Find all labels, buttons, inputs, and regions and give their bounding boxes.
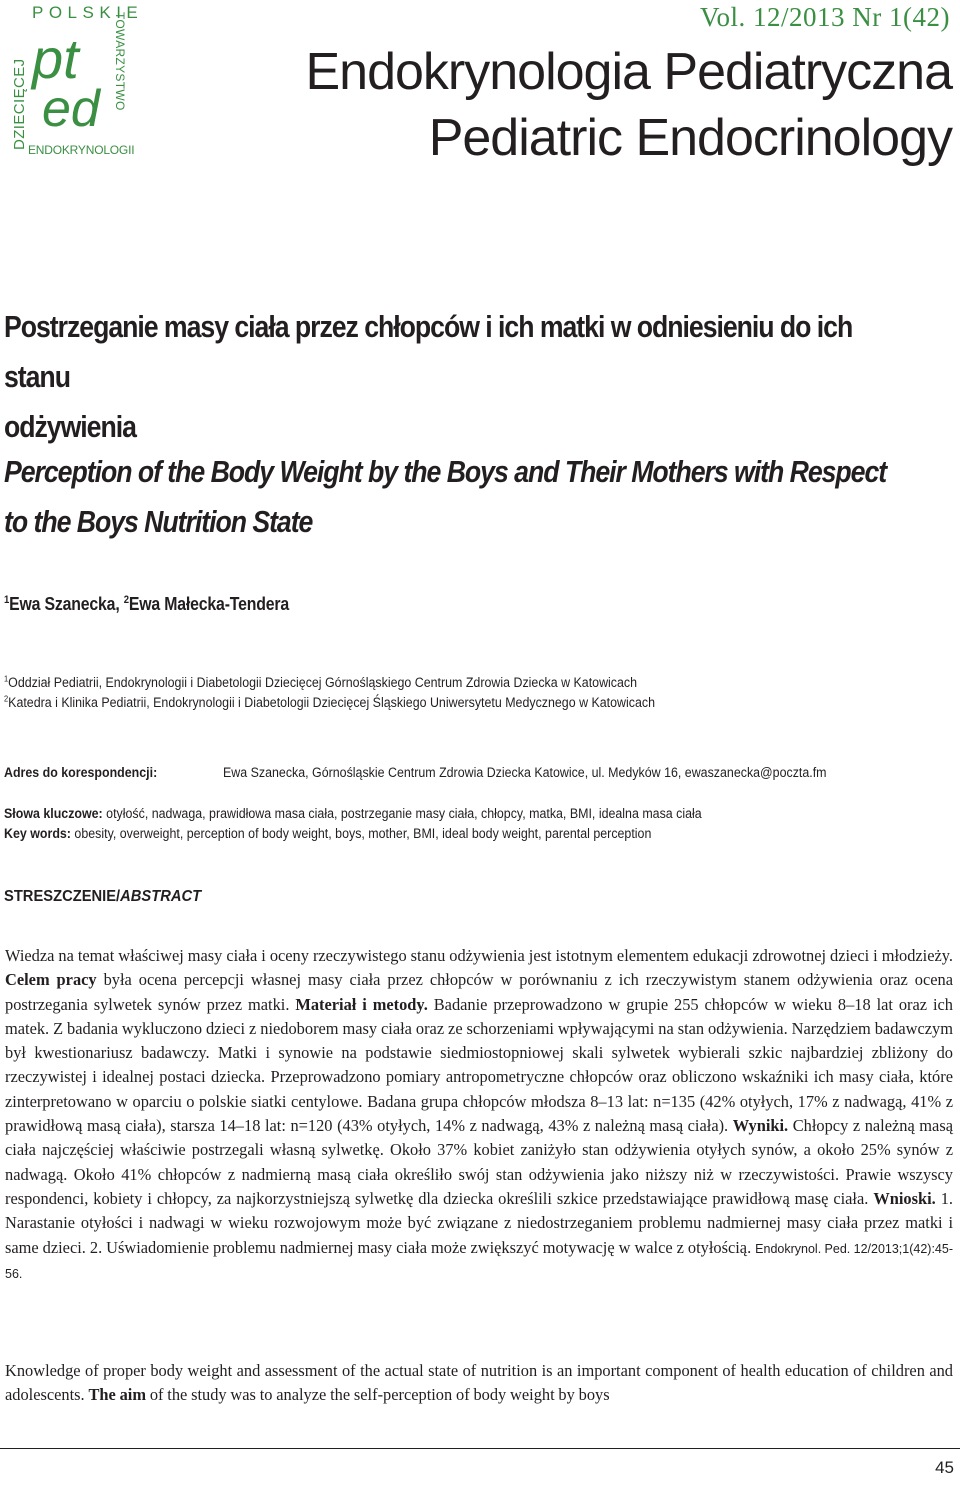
society-logo <box>2 0 144 160</box>
abstract-en-aim-label: The aim <box>88 1385 146 1405</box>
abstract-pl-aim: była ocena percepcji własnej masy ciała przez chłopców w porównaniu z ich rzeczywistym stanem odżywienia oraz ocena postrzegania sylwetek synów przez matki. <box>5 970 953 1014</box>
section-heading-en: ABSTRACT <box>120 888 202 905</box>
keywords-en-label: Key words: <box>4 826 71 841</box>
affiliation-1-text: Oddział Pediatrii, Endokrynologii i Diabetologii Dziecięcej Górnośląskiego Centrum Zdrowia Dziecka w Katowicach <box>8 675 638 690</box>
page-number: 45 <box>935 1458 954 1477</box>
author-2-affiliation-mark: 2 <box>123 594 129 606</box>
author-list <box>4 594 289 615</box>
logo-monogram-bottom: ed <box>42 80 100 138</box>
affiliation-1-mark: 1 <box>4 674 9 684</box>
abstract-pl-results-label: Wyniki. <box>732 1116 789 1136</box>
abstract-pl-results: Chłopcy z należną masą ciała najczęściej właściwie postrzegali własną sylwetkę. Około 37% kobiet zaniżyło stan odżywienia otyłych synów, a około 25% synów z nadwagą. Około 41% chłopców z nadmierną masą ciała określiło swój stan odżywienia jako niższy niż w rzeczywistości. Prawie wszyscy respondenci, kobiety i chłopcy, za najkorzystniejszą sylwetkę dla dziecka określili szkice przedstawiające prawidłową masę ciała. <box>5 1116 953 1208</box>
author-separator: , <box>115 594 124 614</box>
affiliation-2 <box>4 695 655 710</box>
article-title-en-line2: to the Boys Nutrition State <box>4 504 313 539</box>
abstract-pl-conclusions-label: Wnioski. <box>873 1188 936 1208</box>
keywords-en <box>4 826 651 841</box>
section-heading <box>4 888 201 906</box>
abstract-pl-intro: Wiedza na temat właściwej masy ciała i oceny rzeczywistego stanu odżywienia jest istotnym elementem edukacji zdrowotnej dzieci i młodzieży. <box>5 946 953 965</box>
abstract-pl-conclusions: 1. Narastanie otyłości i nadwagi w wieku rozwojowym może być związane z niedostrzeganiem problemu nadmiernej masy ciała przez matki i same dzieci. 2. Uświadomienie problemu nadmiernej masy ciała może zwiększyć motywację w walce z otyłością. <box>5 1188 953 1257</box>
logo-top-word: POLSKIE <box>32 3 144 22</box>
affiliation-1 <box>4 675 637 690</box>
correspondence-label: Adres do korespondencji: <box>4 765 158 780</box>
abstract-en-aim: of the study was to analyze the self-perception of body weight by boys <box>149 1385 610 1405</box>
keywords-pl-label: Słowa kluczowe: <box>4 806 103 821</box>
author-1-affiliation-mark: 1 <box>4 594 10 606</box>
article-title-pl-line2: odżywienia <box>4 409 136 444</box>
article-title-en <box>4 447 898 547</box>
footer-divider <box>0 1448 960 1449</box>
abstract-pl-methods-label: Materiał i metody. <box>295 994 428 1014</box>
keywords-en-text: obesity, overweight, perception of body weight, boys, mother, BMI, ideal body weight, parental perception <box>74 826 652 841</box>
abstract-pl-methods: Badanie przeprowadzono w grupie 255 chłopców w wieku 8–18 lat oraz ich matek. Z badania wykluczono dzieci z niedoborem masy ciała oraz ze schorzeniami wpływającymi na stan odżywienia. Narzędziem badawczym był kwestionariusz badawczy. Matki i synowie na podstawie siedmiostopniowej skali sylwetek wybierali szkic najbardziej zbliżony do rzeczywistej i idealnej postaci dziecka. Przeprowadzono pomiary antropometryczne chłopców oraz obliczono wskaźniki ich masy ciała, które zinterpretowano w oparciu o polskie siatki centylowe. Badana grupa chłopców młodsza 8–13 lat: n=135 (42% otyłych, 17% z nadwagą, 41% z prawidłową masą ciała), starsza 14–18 lat: n=120 (43% otyłych, 14% z nadwagą, 43% z należną masą ciała). <box>5 994 954 1136</box>
volume-issue: Vol. 12/2013 Nr 1(42) <box>700 2 950 32</box>
citation: Endokrynol. Ped. 12/2013;1(42):45-56. <box>5 1241 953 1281</box>
abstract-pl-aim-label: Celem pracy <box>5 970 97 990</box>
article-title-pl-line1: Postrzeganie masy ciała przez chłopców i ich matki w odniesieniu do ich stanu <box>4 309 853 394</box>
affiliation-2-mark: 2 <box>4 694 9 704</box>
journal-title-pl: Endokrynologia Pediatryczna <box>305 43 952 101</box>
author-2-name: Ewa Małecka-Tendera <box>128 594 290 614</box>
affiliation-2-text: Katedra i Klinika Pediatrii, Endokrynologii i Diabetologii Dziecięcej Śląskiego Uniwersytetu Medycznego w Katowicach <box>8 695 656 710</box>
author-1-name: Ewa Szanecka <box>9 594 116 614</box>
article-title-en-line1: Perception of the Body Weight by the Boys and Their Mothers with Respect <box>4 454 887 489</box>
keywords-pl-text: otyłość, nadwaga, prawidłowa masa ciała, postrzeganie masy ciała, chłopcy, matka, BMI, idealna masa ciała <box>106 806 702 821</box>
abstract-en-intro: Knowledge of proper body weight and assessment of the actual state of nutrition is an important component of health education of children and adolescents. <box>5 1361 953 1405</box>
keywords-pl <box>4 806 702 821</box>
logo-left-word: DZIECIĘCEJ <box>11 58 28 150</box>
logo-bottom-word: ENDOKRYNOLOGII <box>28 143 135 157</box>
logo-monogram-top: pt <box>32 27 79 90</box>
abstract-pl <box>5 944 953 1286</box>
abstract-en <box>5 1359 953 1408</box>
logo-right-word: TOWARZYSTWO <box>113 12 127 111</box>
journal-title-en: Pediatric Endocrinology <box>428 109 952 167</box>
correspondence-address: Ewa Szanecka, Górnośląskie Centrum Zdrowia Dziecka Katowice, ul. Medyków 16, ewaszanecka@poczta.fm <box>223 765 827 780</box>
article-title-pl <box>4 302 898 452</box>
section-heading-pl: STRESZCZENIE/ <box>4 888 121 905</box>
